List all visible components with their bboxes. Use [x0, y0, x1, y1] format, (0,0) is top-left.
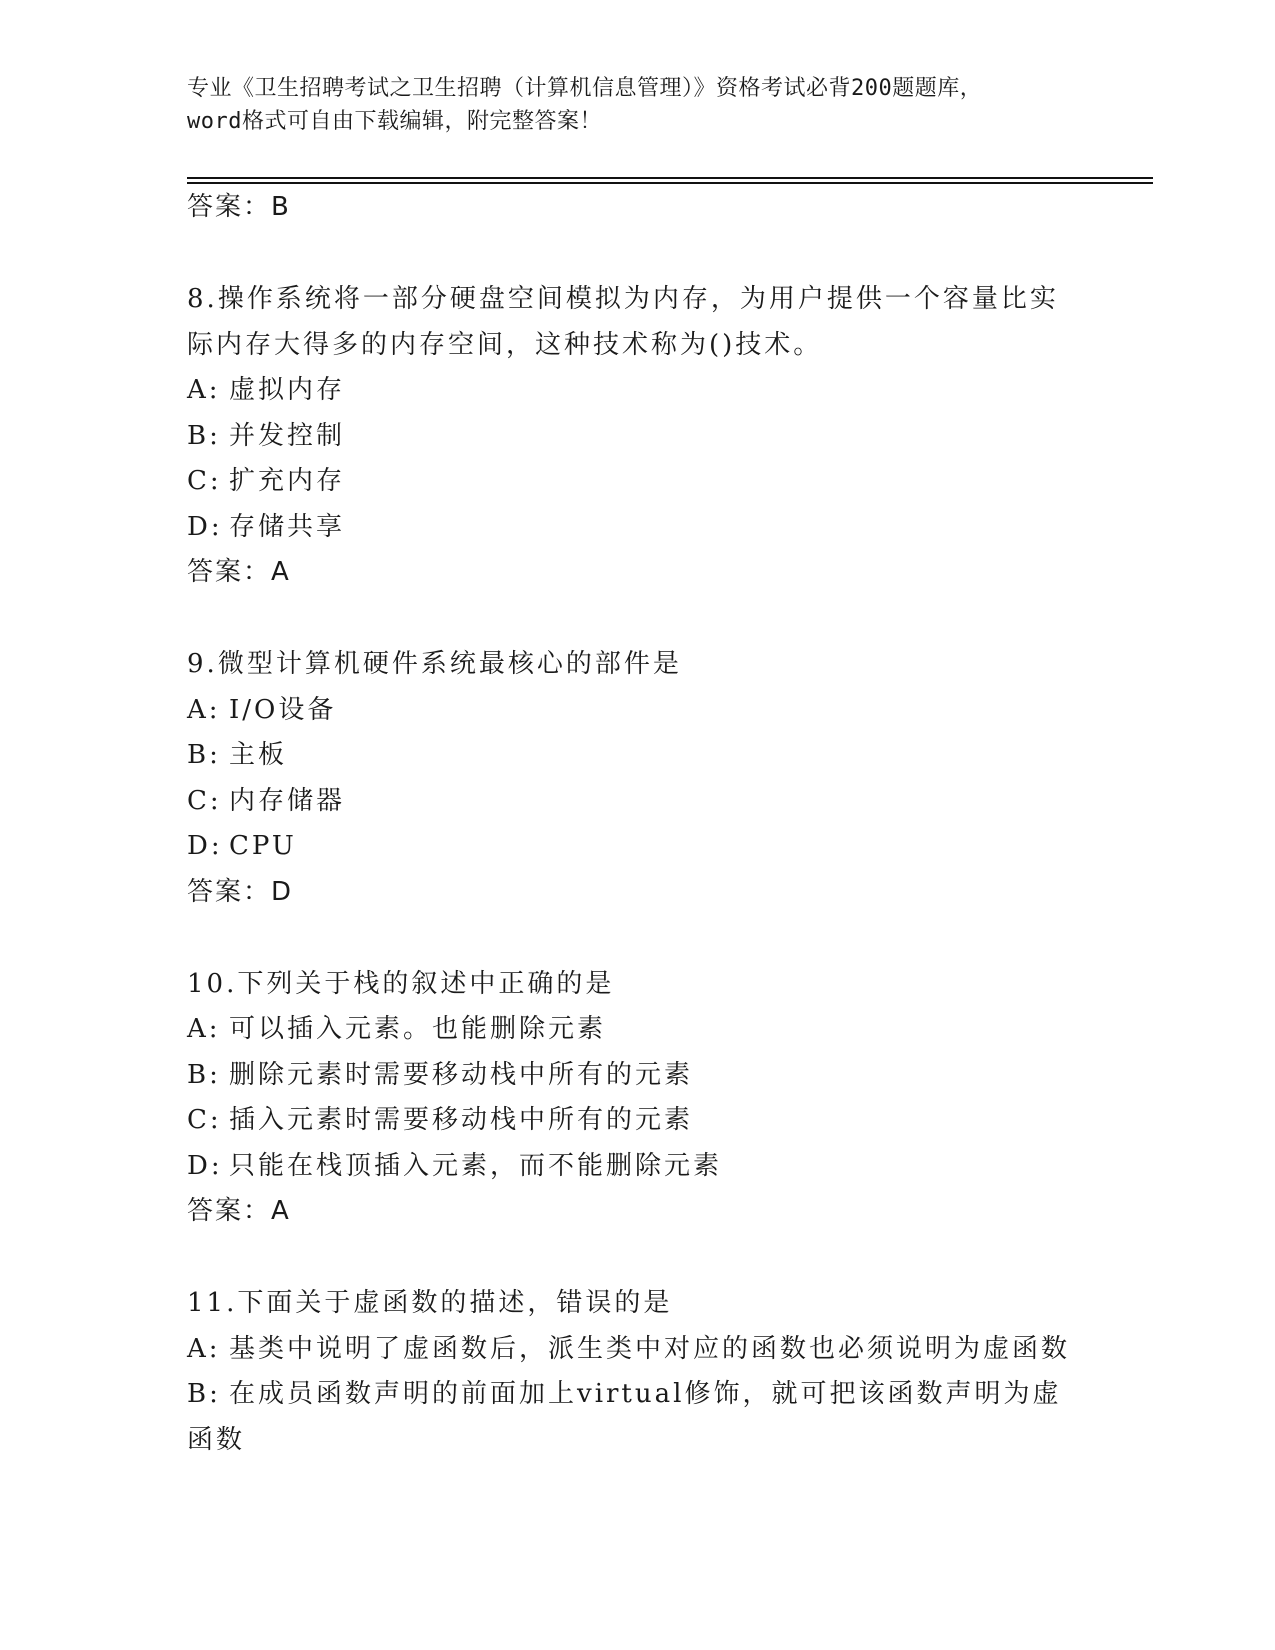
- option-text: 删除元素时需要移动栈中所有的元素: [229, 1059, 694, 1090]
- option-a: [187, 1007, 1087, 1053]
- question-number: 9.: [187, 649, 218, 679]
- question-stem-line: 下面关于虚函数的描述，错误的是: [237, 1288, 673, 1318]
- option-b: [187, 414, 1087, 460]
- answer-line: [187, 550, 1087, 595]
- option-d: [187, 824, 1087, 870]
- option-key: C:: [187, 785, 222, 816]
- question-number: 8.: [187, 284, 218, 314]
- option-key: A:: [187, 694, 221, 725]
- option-text: I/O设备: [229, 694, 337, 725]
- answer-value: B: [271, 192, 291, 222]
- question-8: [187, 277, 1087, 595]
- option-d: [187, 505, 1087, 551]
- question-number: 10.: [187, 968, 238, 999]
- question-number: 11.: [187, 1288, 238, 1318]
- option-text: 主板: [229, 740, 288, 770]
- option-text: 虚拟内存: [229, 375, 346, 405]
- option-b: [187, 1372, 1087, 1418]
- header-line-2: word格式可自由下载编辑，附完整答案！: [187, 109, 602, 134]
- option-text: 内存储器: [229, 785, 346, 816]
- option-text: 存储共享: [229, 511, 346, 542]
- question-stem-line: 微型计算机硬件系统最核心的部件是: [217, 649, 682, 679]
- option-c: [187, 779, 1087, 825]
- option-text: 在成员函数声明的前面加上virtual修饰，就可把该函数声明为虚: [229, 1379, 1062, 1409]
- header-divider-top: [187, 177, 1153, 179]
- option-a: [187, 688, 1087, 734]
- option-text: CPU: [229, 831, 297, 861]
- answer-value: A: [271, 557, 291, 587]
- option-text: 可以插入元素。也能删除元素: [229, 1014, 607, 1044]
- question-stem: [187, 962, 1087, 1008]
- option-b-continuation: 函数: [187, 1424, 246, 1455]
- option-key: C:: [187, 466, 222, 496]
- answer-value: D: [271, 876, 294, 907]
- question-stem-line: 操作系统将一部分硬盘空间模拟为内存，为用户提供一个容量比实: [217, 284, 1059, 314]
- option-key: D:: [187, 511, 223, 542]
- option-key: B:: [187, 420, 221, 451]
- option-c: [187, 1098, 1087, 1144]
- option-key: A:: [187, 1333, 221, 1364]
- answer-line: [187, 870, 1087, 915]
- option-text: 基类中说明了虚函数后，派生类中对应的函数也必须说明为虚函数: [229, 1333, 1071, 1364]
- question-stem: [187, 1281, 1087, 1327]
- option-b: [187, 733, 1087, 779]
- option-key: B:: [187, 1059, 221, 1090]
- answer-label: 答案：: [187, 557, 272, 587]
- header-divider-bottom: [187, 182, 1153, 184]
- question-stem-continuation: 际内存大得多的内存空间，这种技术称为()技术。: [187, 329, 823, 360]
- document-header: [187, 72, 1087, 138]
- question-stem-line: 下列关于栈的叙述中正确的是: [237, 968, 615, 999]
- answer-line: [187, 185, 1087, 230]
- answer-label: 答案：: [187, 192, 272, 222]
- option-key: A:: [187, 375, 221, 405]
- option-text: 并发控制: [229, 420, 346, 451]
- option-key: B:: [187, 740, 221, 770]
- question-11: [187, 1281, 1087, 1463]
- option-text: 扩充内存: [229, 466, 346, 496]
- option-key: D:: [187, 1150, 223, 1181]
- option-key: B:: [187, 1379, 221, 1409]
- question-list: [187, 185, 1087, 1463]
- option-a: [187, 368, 1087, 414]
- answer-label: 答案：: [187, 876, 272, 907]
- option-key: C:: [187, 1105, 222, 1135]
- option-b: [187, 1053, 1087, 1099]
- answer-value: A: [271, 1196, 291, 1226]
- question-9: [187, 642, 1087, 915]
- header-line-1: 专业《卫生招聘考试之卫生招聘（计算机信息管理）》资格考试必背200题题库，: [187, 76, 983, 101]
- option-d: [187, 1144, 1087, 1190]
- question-stem: [187, 277, 1087, 323]
- answer-line: [187, 1189, 1087, 1234]
- option-text: 只能在栈顶插入元素，而不能删除元素: [229, 1150, 723, 1181]
- option-key: A:: [187, 1014, 221, 1044]
- option-a: [187, 1327, 1087, 1373]
- option-c: [187, 459, 1087, 505]
- question-stem: [187, 642, 1087, 688]
- option-text: 插入元素时需要移动栈中所有的元素: [229, 1105, 694, 1135]
- option-key: D:: [187, 831, 223, 861]
- answer-label: 答案：: [187, 1196, 272, 1226]
- question-10: [187, 962, 1087, 1235]
